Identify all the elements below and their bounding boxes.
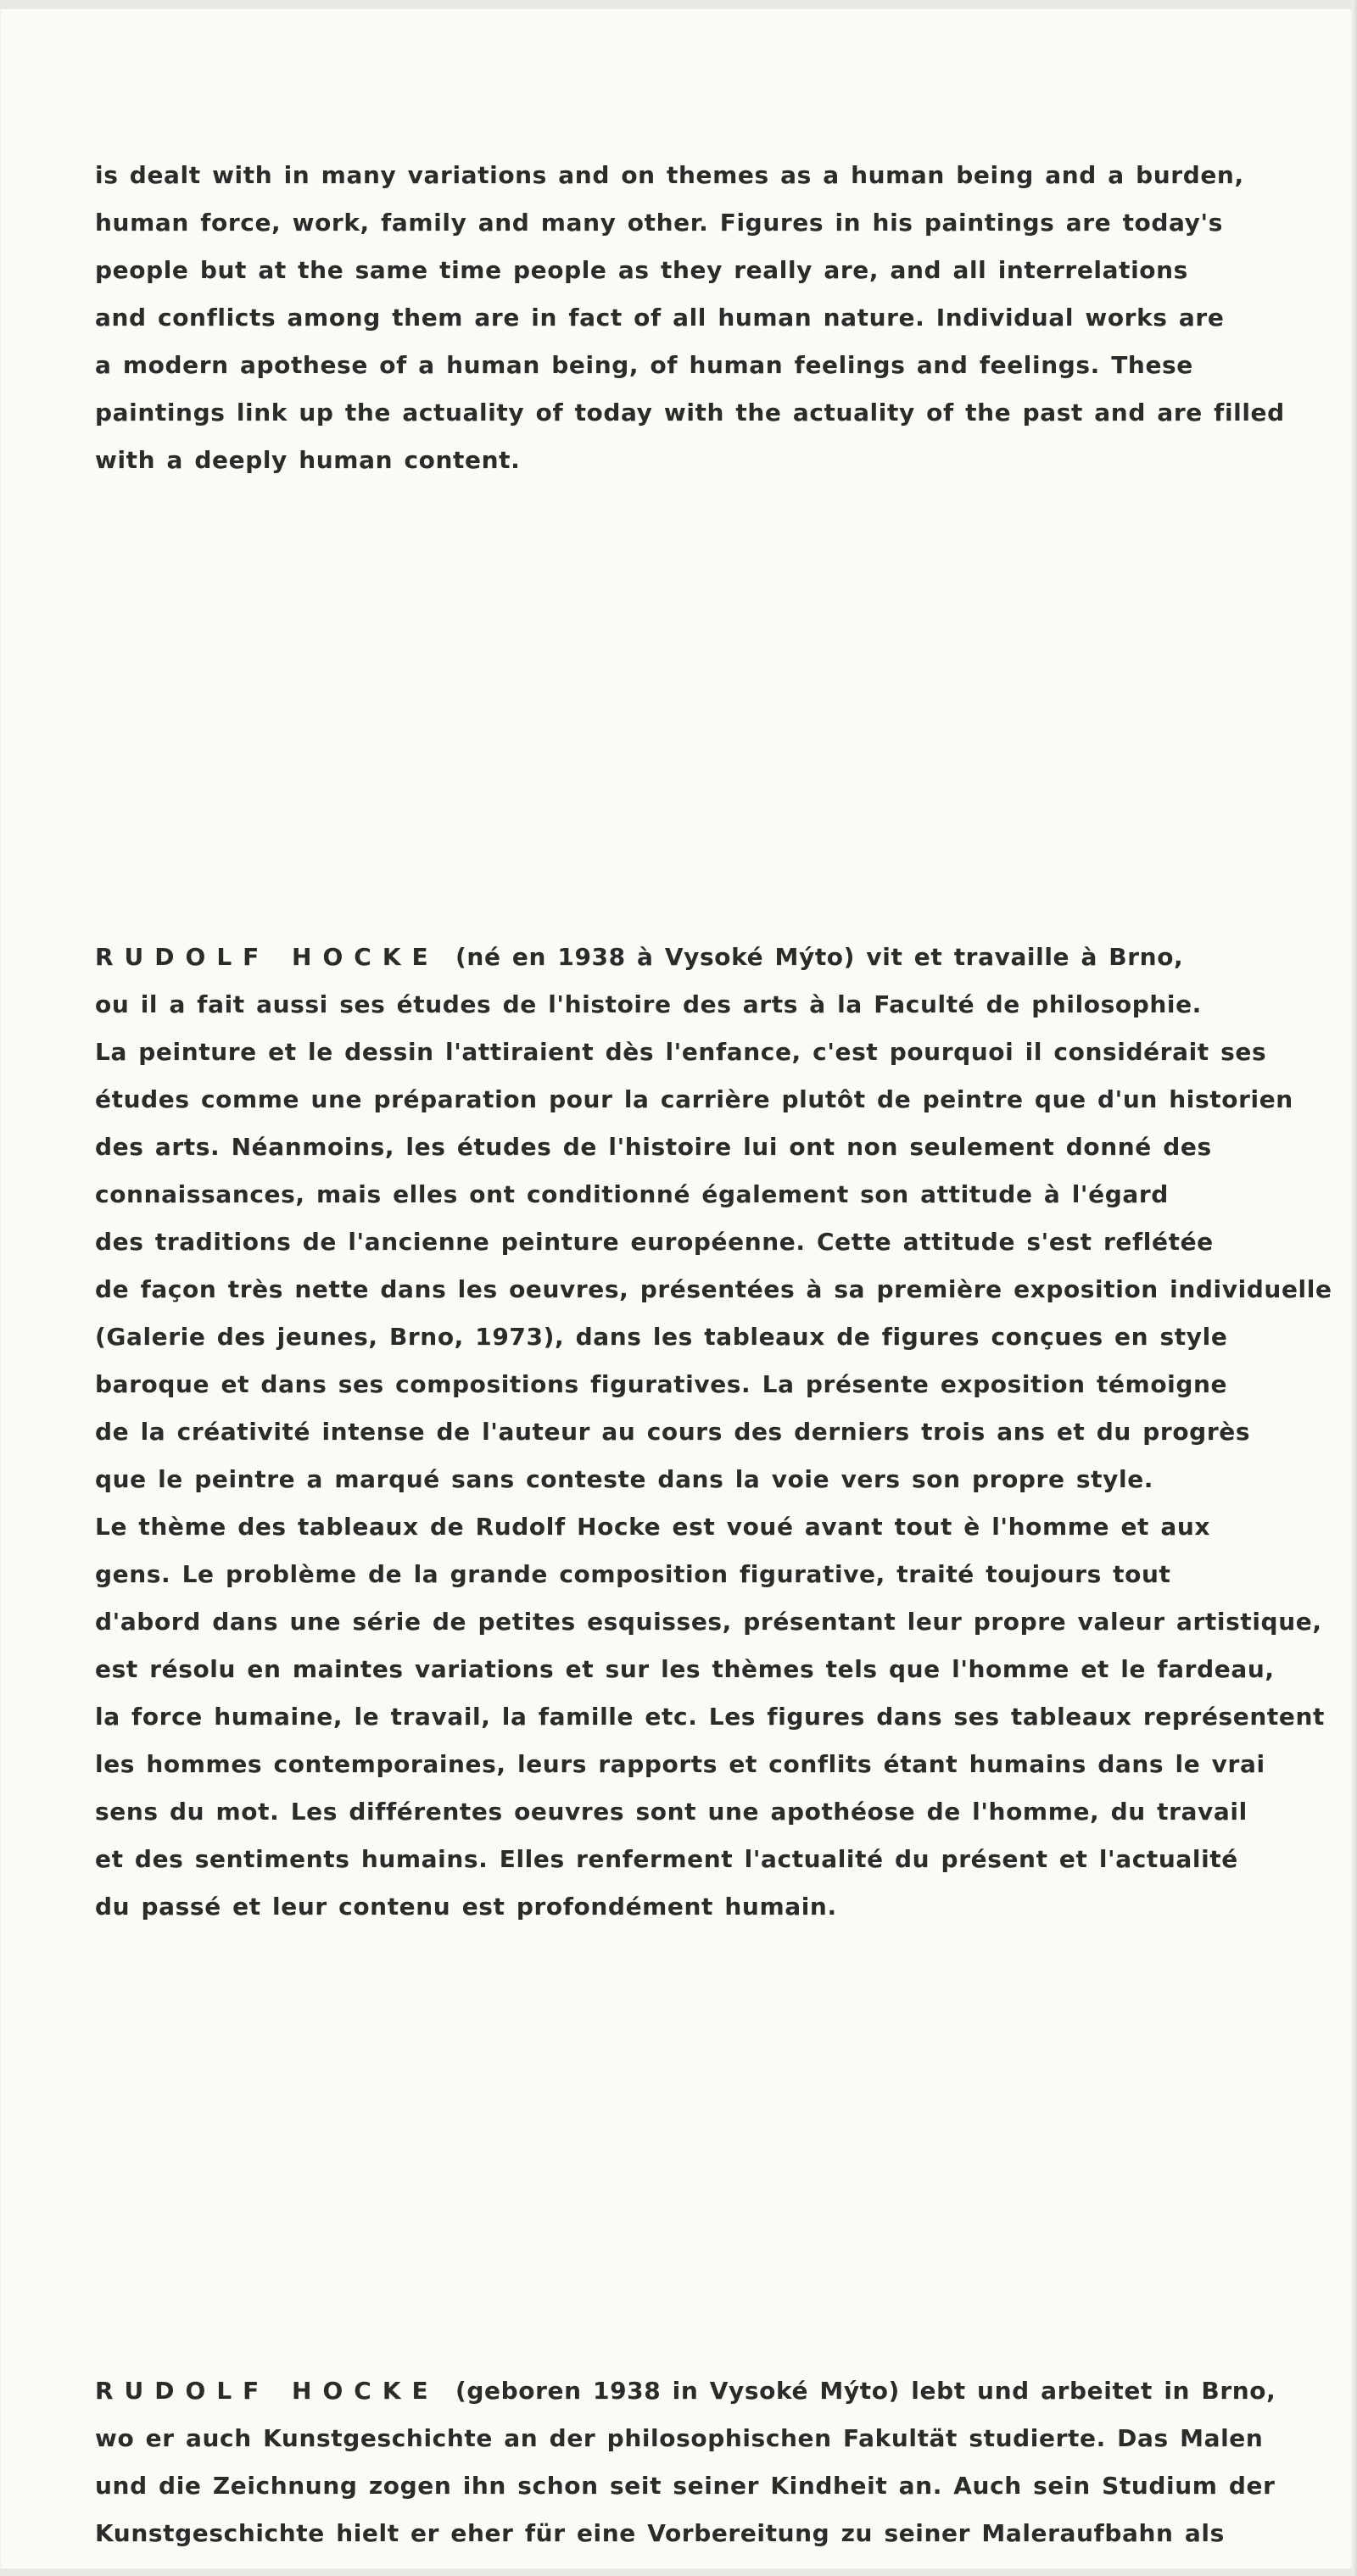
- text-line: Kunstgeschichte hielt er eher für eine Vorbereitung zu seiner Maleraufbahn als: [95, 2519, 1225, 2547]
- first-line-text: (né en 1938 à Vysoké Mýto) vit et travaille à Brno,: [444, 943, 1184, 971]
- text-line: du passé et leur contenu est profondément humain.: [95, 1893, 837, 1921]
- page-edge: [1352, 0, 1357, 2576]
- text-line: paintings link up the actuality of today with the actuality of the past and are filled: [95, 399, 1285, 427]
- text-line: de façon très nette dans les oeuvres, présentées à sa première exposition individuelle: [95, 1275, 1332, 1303]
- artist-name: RUDOLF HOCKE: [95, 943, 439, 971]
- artist-name: RUDOLF HOCKE: [95, 2377, 439, 2405]
- german-paragraph: [95, 2367, 1333, 2557]
- text-line: et des sentiments humains. Elles renferment l'actualité du présent et l'actualité: [95, 1845, 1238, 1873]
- text-line: is dealt with in many variations and on themes as a human being and a burden,: [95, 161, 1244, 189]
- text-line: (Galerie des jeunes, Brno, 1973), dans les tableaux de figures conçues en style: [95, 1323, 1228, 1351]
- text-line: études comme une préparation pour la carrière plutôt de peintre que d'un historien: [95, 1085, 1293, 1113]
- text-line: a modern apothese of a human being, of human feelings and feelings. These: [95, 351, 1193, 379]
- text-line: La peinture et le dessin l'attiraient dès l'enfance, c'est pourquoi il considérait ses: [95, 1038, 1267, 1066]
- text-line: est résolu en maintes variations et sur les thèmes tels que l'homme et le fardeau,: [95, 1655, 1275, 1683]
- first-line-text: (geboren 1938 in Vysoké Mýto) lebt und arbeitet in Brno,: [444, 2377, 1276, 2405]
- text-line: wo er auch Kunstgeschichte an der philosophischen Fakultät studierte. Das Malen: [95, 2424, 1264, 2452]
- text-line: sens du mot. Les différentes oeuvres sont une apothéose de l'homme, du travail: [95, 1798, 1248, 1826]
- text-line: que le peintre a marqué sans conteste dans la voie vers son propre style.: [95, 1465, 1154, 1493]
- text-line: and conflicts among them are in fact of all human nature. Individual works are: [95, 304, 1225, 332]
- text-line: baroque et dans ses compositions figuratives. La présente exposition témoigne: [95, 1370, 1228, 1398]
- text-line: people but at the same time people as they really are, and all interrelations: [95, 256, 1188, 284]
- text-line: des arts. Néanmoins, les études de l'histoire lui ont non seulement donné des: [95, 1133, 1212, 1161]
- text-line: de la créativité intense de l'auteur au cours des derniers trois ans et du progrès: [95, 1418, 1251, 1446]
- text-line: des traditions de l'ancienne peinture européenne. Cette attitude s'est reflétée: [95, 1228, 1214, 1256]
- text-line: with a deeply human content.: [95, 446, 521, 474]
- english-paragraph: [95, 152, 1333, 484]
- text-line: und die Zeichnung zogen ihn schon seit seiner Kindheit an. Auch sein Studium der: [95, 2472, 1276, 2500]
- text-line: gens. Le problème de la grande composition figurative, traité toujours tout: [95, 1560, 1171, 1588]
- text-line: connaissances, mais elles ont conditionné également son attitude à l'égard: [95, 1180, 1169, 1208]
- text-line: [95, 934, 1333, 981]
- text-line: d'abord dans une série de petites esquisses, présentant leur propre valeur artistique,: [95, 1608, 1322, 1636]
- document-page: [0, 8, 1352, 2569]
- text-line: [95, 2367, 1333, 2415]
- text-line: Le thème des tableaux de Rudolf Hocke est voué avant tout è l'homme et aux: [95, 1513, 1211, 1541]
- text-line: la force humaine, le travail, la famille etc. Les figures dans ses tableaux représentent: [95, 1703, 1326, 1731]
- text-line: human force, work, family and many other. Figures in his paintings are today's: [95, 209, 1223, 237]
- french-paragraph: [95, 934, 1333, 1931]
- text-line: les hommes contemporaines, leurs rapports et conflits étant humains dans le vrai: [95, 1750, 1265, 1778]
- text-line: ou il a fait aussi ses études de l'histoire des arts à la Faculté de philosophie.: [95, 990, 1202, 1018]
